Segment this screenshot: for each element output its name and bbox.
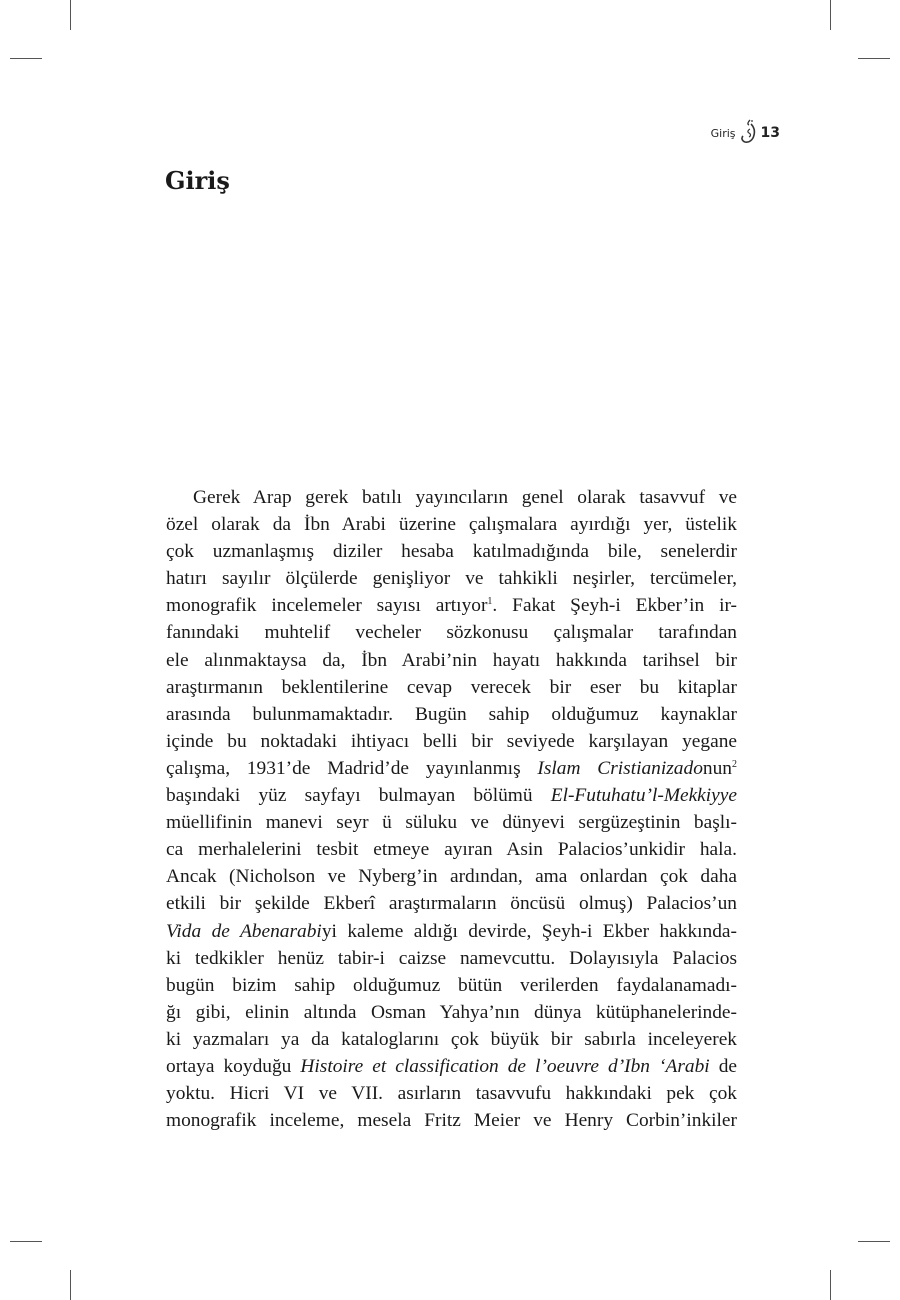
text-span: ortaya koyduğu <box>166 1055 301 1077</box>
crop-mark-left-bottom <box>10 1241 42 1242</box>
text-line <box>166 999 737 1026</box>
chapter-title: Giriş <box>165 166 230 195</box>
text-span: monografik incelemeler sayısı artıyor <box>166 595 488 617</box>
running-header-section: Giriş <box>710 126 736 140</box>
text-line <box>166 1107 737 1134</box>
text-span: de <box>709 1055 737 1077</box>
text-span: fanındaki muhtelif vecheler sözkonusu çalışmalar tarafından <box>166 622 737 644</box>
text-span: Ancak (Nicholson ve Nyberg’in ardından, ama onlardan çok daha <box>166 866 737 888</box>
text-span: etkili bir şekilde Ekberî araştırmaların öncüsü olmuş) Palacios’un <box>166 893 737 915</box>
text-span: araştırmanın beklentilerine cevap verecek bir eser bu kitaplar <box>166 676 737 698</box>
text-span: başındaki yüz sayfayı bulmayan bölümü <box>166 785 551 807</box>
text-line <box>166 1080 737 1107</box>
text-line <box>166 755 737 782</box>
crop-mark-left-top <box>10 58 42 59</box>
text-span: bugün bizim sahip olduğumuz bütün verilerden faydalanamadı- <box>166 974 737 996</box>
text-span: nun <box>702 757 732 779</box>
footnote-ref-1[interactable]: 1 <box>487 596 493 608</box>
text-line <box>166 647 737 674</box>
text-line <box>166 1026 737 1053</box>
text-line <box>166 674 737 701</box>
italic-title: Histoire et classification de l’oeuvre d’Ibn ‘Arabi <box>300 1055 710 1077</box>
body-paragraph <box>166 484 737 1134</box>
footnote-ref-2[interactable]: 2 <box>731 758 737 770</box>
text-line <box>166 592 737 619</box>
text-span: çok uzmanlaşmış diziler hesaba katılmadığında bile, senelerdir <box>166 541 737 563</box>
text-span: arasında bulunmamaktadır. Bugün sahip olduğumuz kaynaklar <box>166 703 737 725</box>
text-span: ki yazmaları ya da kataloglarını çok büyük bir sabırla inceleyerek <box>166 1028 737 1050</box>
text-span: çalışma, 1931’de Madrid’de yayınlanmış <box>166 757 538 779</box>
text-line <box>166 701 737 728</box>
text-line <box>166 484 737 511</box>
text-span: ele alınmaktaysa da, İbn Arabi’nin hayatı hakkında tarihsel bir <box>166 649 737 671</box>
text-line <box>166 782 737 809</box>
text-line <box>166 619 737 646</box>
crop-mark-top-left <box>70 0 71 30</box>
crop-mark-right-top <box>858 58 890 59</box>
calligraphic-ornament-icon <box>738 118 758 148</box>
page-number: 13 <box>760 125 780 141</box>
italic-title: Islam Cristianizado <box>537 757 703 779</box>
text-span: ki tedkikler henüz tabir-i caizse namevcuttu. Dolayısıyla Palacios <box>166 947 737 969</box>
text-line <box>166 1053 737 1080</box>
crop-mark-right-bottom <box>858 1241 890 1242</box>
italic-title: El-Futuhatu’l-Mekkiyye <box>550 785 737 807</box>
text-span: müellifinin manevi seyr ü süluku ve dünyevi sergüzeştinin başlı- <box>166 812 737 834</box>
text-line <box>166 809 737 836</box>
text-span: ca merhalelerini tesbit etmeye ayıran Asin Palacios’unkidir hala. <box>166 839 737 861</box>
text-line <box>166 565 737 592</box>
text-span: özel olarak da İbn Arabi üzerine çalışmalara ayırdığı yer, üstelik <box>166 514 737 536</box>
text-line <box>166 538 737 565</box>
text-span: yi kaleme aldığı devirde, Şeyh-i Ekber hakkında- <box>321 920 737 942</box>
text-line <box>166 945 737 972</box>
text-line <box>166 918 737 945</box>
crop-mark-bottom-left <box>70 1270 71 1300</box>
text-span: hatırı sayılır ölçülerde genişliyor ve tahkikli neşirler, tercümeler, <box>166 568 737 590</box>
text-line <box>166 511 737 538</box>
text-line <box>166 728 737 755</box>
text-span: monografik inceleme, mesela Fritz Meier ve Henry Corbin’inkiler <box>166 1110 737 1132</box>
text-span: . Fakat Şeyh-i Ekber’in ir- <box>492 595 737 617</box>
running-header <box>640 118 780 148</box>
text-span: Gerek Arap gerek batılı yayıncıların genel olarak tasavvuf ve <box>193 487 737 508</box>
italic-title: Vida de Abenarabi <box>166 920 322 942</box>
text-line <box>166 972 737 999</box>
text-span: yoktu. Hicri VI ve VII. asırların tasavvufu hakkındaki pek çok <box>166 1083 737 1105</box>
crop-mark-top-right <box>830 0 831 30</box>
text-line <box>166 863 737 890</box>
text-span: ğı gibi, elinin altında Osman Yahya’nın dünya kütüphanelerinde- <box>166 1001 737 1023</box>
crop-mark-bottom-right <box>830 1270 831 1300</box>
text-line <box>166 836 737 863</box>
text-span: içinde bu noktadaki ihtiyacı belli bir seviyede karşılayan yegane <box>166 730 737 752</box>
text-line <box>166 890 737 917</box>
